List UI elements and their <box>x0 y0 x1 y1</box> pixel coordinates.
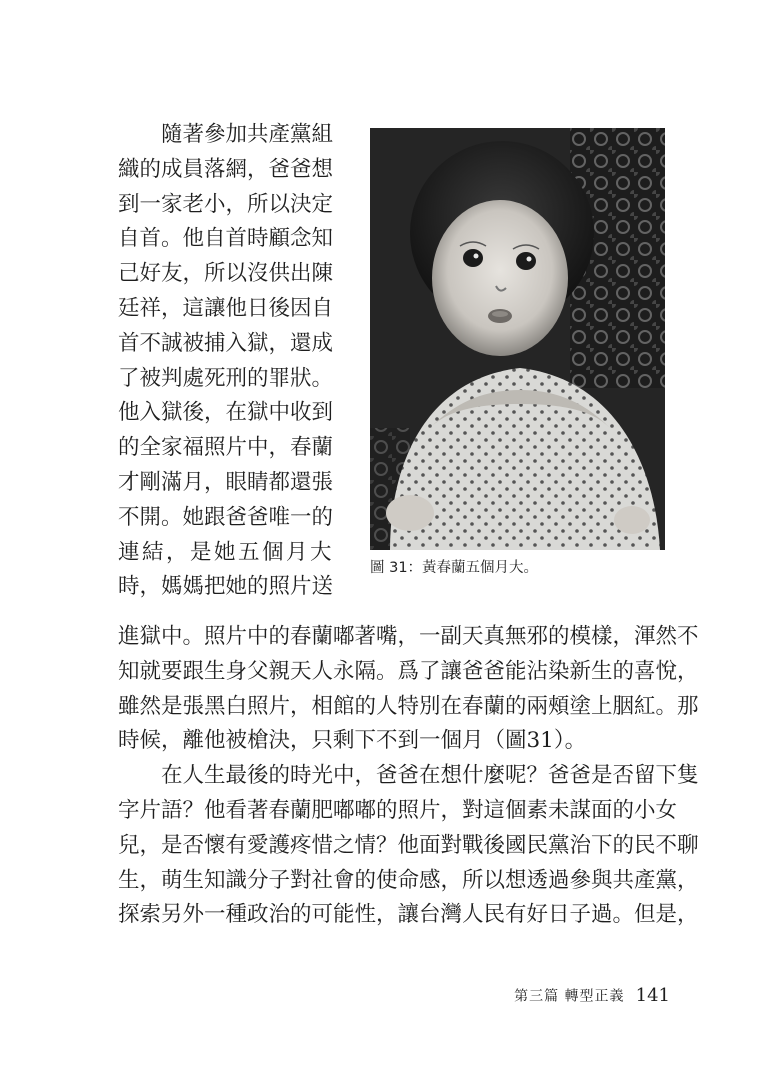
text-line: 探索另外一種政治的可能性，讓台灣人民有好日子過。但是， <box>118 902 699 928</box>
text-line: 時，媽媽把她的照片送 <box>118 574 334 600</box>
text-line: 字片語？他看著春蘭肥嘟嘟的照片，對這個素未謀面的小女 <box>118 797 678 823</box>
text-line: 首不誠被捕入獄，還成 <box>118 330 334 356</box>
text-line: 自首。他自首時顧念知 <box>118 226 334 252</box>
baby-photo-illustration <box>370 128 665 550</box>
text-line: 隨著參加共產黨組 <box>161 122 334 147</box>
text-line: 了被判處死刑的罪狀。 <box>118 365 334 391</box>
text-line: 的全家福照片中，春蘭 <box>118 435 334 461</box>
text-line: 在人生最後的時光中，爸爸在想什麼呢？爸爸是否留下隻 <box>161 763 699 789</box>
narrow-paragraph <box>118 118 350 605</box>
page-footer <box>470 985 670 1011</box>
text-line: 織的成員落網，爸爸想 <box>118 156 334 182</box>
text-line: 己好友，所以沒供出陳 <box>118 261 334 287</box>
text-line: 知就要跟生身父親天人永隔。爲了讓爸爸能沾染新生的喜悅， <box>118 658 699 684</box>
baby-photo <box>370 128 665 550</box>
page-number: 141 <box>635 985 670 1006</box>
text-line: 不開。她跟爸爸唯一的 <box>118 504 334 530</box>
text-line: 兒，是否懷有愛護疼惜之情？他面對戰後國民黨治下的民不聊 <box>118 832 699 858</box>
text-line: 時候，離他被槍決，只剩下不到一個月（圖31）。 <box>118 728 587 754</box>
text-line: 雖然是張黑白照片，相館的人特別在春蘭的兩頰塗上胭紅。那 <box>118 693 699 719</box>
figure-caption: 圖 31：黃春蘭五個月大。 <box>370 560 539 576</box>
text-line: 生，萌生知識分子對社會的使命感，所以想透過參與共產黨， <box>118 867 699 893</box>
text-line: 到一家老小，所以決定 <box>118 191 334 217</box>
text-line: 他入獄後，在獄中收到 <box>118 400 334 426</box>
text-line: 進獄中。照片中的春蘭嘟著嘴，一副天真無邪的模樣，渾然不 <box>118 624 699 649</box>
text-line: 廷祥，這讓他日後因自 <box>118 295 334 321</box>
text-line: 連結，是她五個月大 <box>118 539 335 565</box>
text-line: 才剛滿月，眼睛都還張 <box>118 469 334 495</box>
section-title: 第三篇 轉型正義 <box>514 988 625 1005</box>
wide-paragraph <box>118 620 699 933</box>
